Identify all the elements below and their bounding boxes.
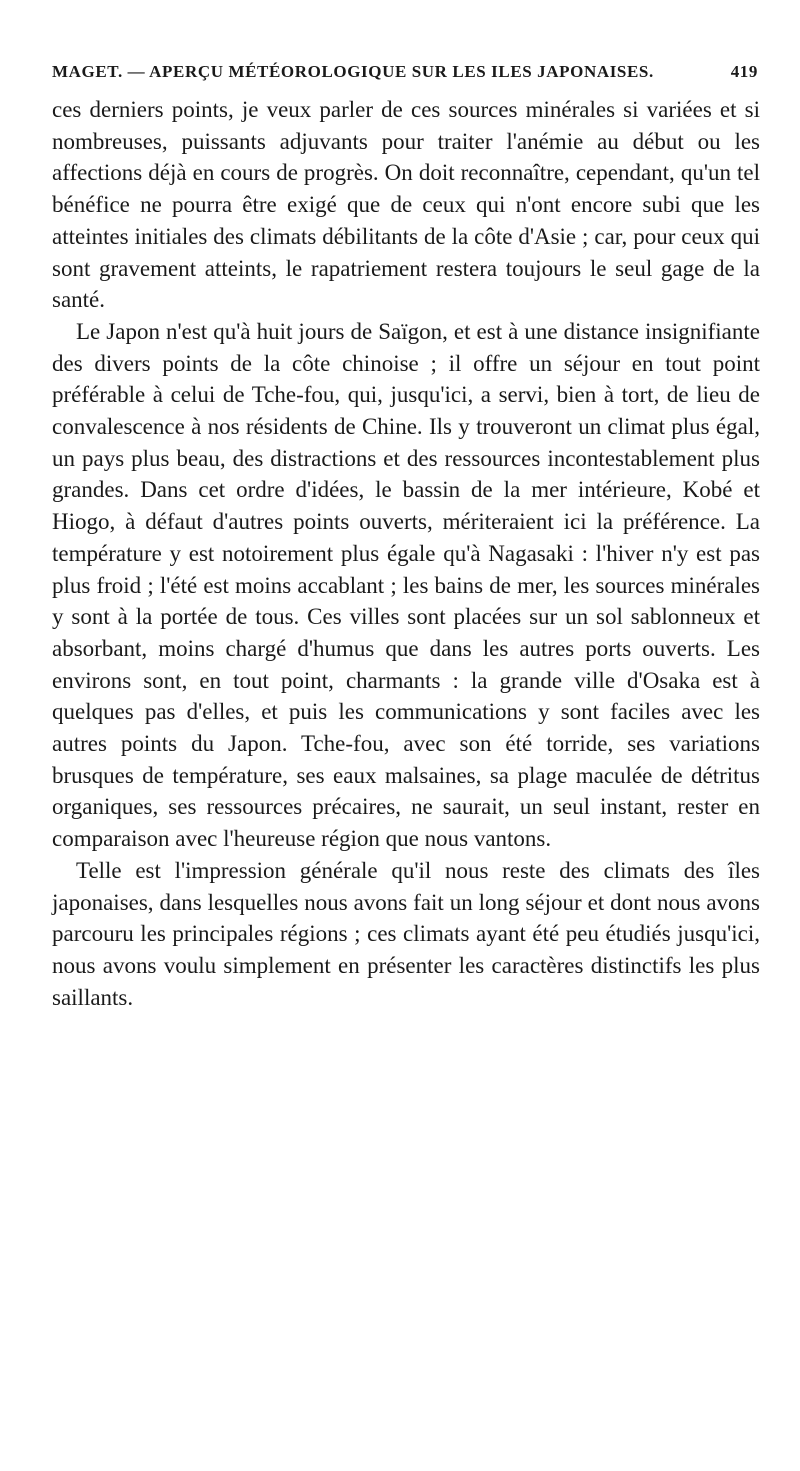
page-number: 419 [730, 62, 758, 81]
book-page [52, 62, 760, 1013]
paragraph-2: Le Japon n'est qu'à huit jours de Saïgon, et est à une distance insignifiante des divers points de la côte chinoise ; il offre un séjour en tout point préférable à celui de Tche-fou, qui, jusqu'ici, a servi, bien à tort, de lieu de convalescence à nos résidents de Chine. Ils y trouveront un climat plus égal, un pays plus beau, des distractions et des ressources incontestablement plus grandes. Dans cet ordre d'idées, le bassin de la mer intérieure, Kobé et Hiogo, à défaut d'autres points ouverts, mériteraient ici la préférence. La température y est notoirement plus égale qu'à Nagasaki : l'hiver n'y est pas plus froid ; l'été est moins accablant ; les bains de mer, les sources minérales y sont à la portée de tous. Ces villes sont placées sur un sol sablonneux et absorbant, moins chargé d'humus que dans les autres ports ouverts. Les environs sont, en tout point, charmants : la grande ville d'Osaka est à quelques pas d'elles, et puis les communications y sont faciles avec les autres points du Japon. Tche-fou, avec son été torride, ses variations brusques de température, ses eaux malsaines, sa plage maculée de détritus organiques, ses ressources précaires, ne saurait, un seul instant, rester en comparaison avec l'heureuse région que nous vantons. [52, 318, 760, 852]
paragraph-1: ces derniers points, je veux parler de ces sources minérales si variées et si nombreuses, puissants adjuvants pour traiter l'anémie au début ou les affections déjà en cours de progrès. On doit reconnaître, cependant, qu'un tel bénéfice ne pourra être exigé que de ceux qui n'ont encore subi que les atteintes initiales des climats débilitants de la côte d'Asie ; car, pour ceux qui sont gravement atteints, le rapatriement restera toujours le seul gage de la santé. [52, 97, 760, 313]
running-head [52, 62, 760, 82]
running-head-text: MAGET. — APERÇU MÉTÉOROLOGIQUE SUR LES ILES JAPONAISES. [52, 62, 654, 81]
paragraph-3: Telle est l'impression générale qu'il nous reste des climats des îles japonaises, dans lesquelles nous avons fait un long séjour et dont nous avons parcouru les principales régions ; ces climats ayant été peu étudiés jusqu'ici, nous avons voulu simplement en présenter les caractères distinctifs les plus saillants. [52, 857, 760, 1010]
